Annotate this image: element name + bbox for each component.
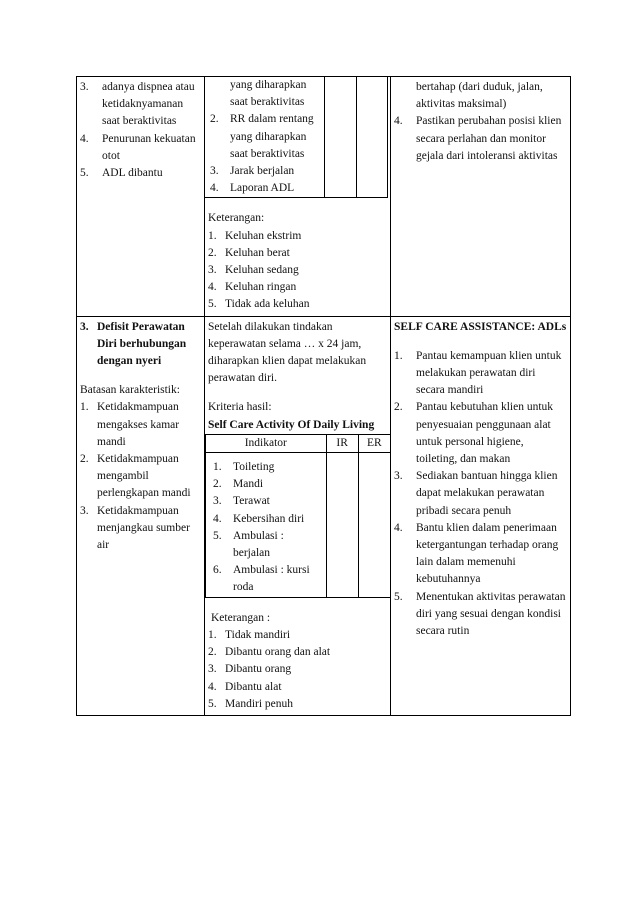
er-header: ER	[358, 434, 390, 452]
list-item: 1. Toileting	[213, 461, 275, 474]
list-item: 2. Ketidakmampuan mengambil perlengkapan mandi	[80, 453, 191, 500]
outcome-cell	[205, 316, 391, 715]
list-item: 3. adanya dispnea atau ketidaknyamanan saat beraktivitas	[80, 81, 195, 128]
kriteria-label: Kriteria hasil:	[208, 401, 272, 414]
ir-cell	[326, 453, 358, 598]
indicator-header-row	[206, 434, 391, 452]
nursing-care-plan-table	[76, 76, 571, 716]
list-item: 2. RR dalam rentang yang diharapkan saat beraktivitas	[210, 113, 314, 160]
list-item: 4. Keluhan ringan	[208, 281, 297, 294]
diagnosis-cell	[77, 316, 205, 715]
ir-cell	[325, 77, 356, 198]
keterangan-label: Keterangan :	[211, 611, 271, 624]
list-item: 2. Keluhan berat	[208, 246, 290, 259]
list-item: 3. Jarak berjalan	[210, 165, 295, 178]
batasan-list	[80, 399, 201, 554]
indicator-table	[204, 77, 388, 198]
list-item: 3. Ketidakmampuan menjangkau sumber air	[80, 504, 190, 552]
list-item: 1. Tidak mandiri	[208, 628, 291, 641]
keterangan-list	[208, 228, 387, 314]
list-item: 4. Pastikan perubahan posisi klien secara perlahan dan monitor gejala dari intoleransi aktivitas	[394, 115, 562, 162]
list-item: 2. Dibantu orang dan alat	[208, 646, 331, 659]
list-item: 1. Pantau kemampuan klien untuk melakukan perawatan diri secara mandiri	[394, 349, 562, 397]
list-item: 4. Dibantu alat	[208, 680, 282, 693]
list-item: 6. Ambulasi : kursi roda	[213, 564, 310, 594]
list-item: 5. Ambulasi : berjalan	[213, 529, 284, 560]
kriteria-title: Self Care Activity Of Daily Living	[208, 418, 375, 431]
intervention-title: SELF CARE ASSISTANCE: ADLs	[394, 320, 567, 333]
intervention-cell	[391, 316, 571, 715]
table-row	[77, 316, 571, 715]
list-item: 3. Sediakan bantuan hingga klien dapat melakukan perawatan pribadi secara penuh	[394, 470, 558, 517]
er-cell	[356, 77, 387, 198]
batasan-label: Batasan karakteristik:	[80, 384, 180, 397]
list-item: 4. Bantu klien dalam penerimaan ketergantungan terhadap orang lain dalam memenuhi kebutuhannya	[394, 521, 559, 586]
er-cell	[358, 453, 390, 598]
indicator-continued-text: yang diharapkan saat beraktivitas	[230, 79, 307, 109]
ir-header: IR	[326, 434, 358, 452]
list-item: 2. Pantau kebutuhan klien untuk penyesuaian penggunaan alat untuk personal higiene, toileting, dan makan	[394, 401, 554, 466]
list-item: 1. Ketidakmampuan mengakses kamar mandi	[80, 401, 180, 448]
list-item: 4. Penurunan kekuatan otot	[80, 132, 196, 162]
intervention-list	[394, 113, 567, 165]
indicator-list-cell	[205, 77, 325, 198]
diagnosis-title: 3. Defisit Perawatan Diri berhubungan dengan nyeri	[80, 320, 187, 368]
indicator-header: Indikator	[206, 434, 327, 452]
list-item: 3. Terawat	[213, 495, 270, 508]
keterangan-list	[208, 627, 387, 713]
list-item: 5. Tidak ada keluhan	[208, 298, 310, 311]
list-item: 2. Mandi	[213, 478, 264, 491]
list-item: 4. Laporan ADL	[210, 182, 295, 195]
list-item: 1. Keluhan ekstrim	[208, 229, 302, 242]
keterangan-label: Keterangan:	[208, 212, 265, 225]
list-item: 4. Kebersihan diri	[213, 512, 305, 525]
diagnosis-cell	[77, 77, 205, 317]
intervention-continued-text: bertahap (dari duduk, jalan, aktivitas maksimal)	[416, 81, 543, 111]
list-item: 5. Mandiri penuh	[208, 697, 294, 710]
indicator-list-cell	[206, 453, 327, 598]
diagnosis-characteristics-list	[80, 79, 201, 182]
indicator-table	[205, 434, 391, 598]
list-item: 3. Keluhan sedang	[208, 264, 299, 277]
intervention-cell	[391, 77, 571, 317]
list-item: 5. Menentukan aktivitas perawatan diri yang sesuai dengan kondisi secara rutin	[394, 590, 566, 638]
intervention-list	[394, 348, 567, 640]
list-item: 3. Dibantu orang	[208, 663, 292, 676]
goal-text: Setelah dilakukan tindakan keperawatan selama … x 24 jam, diharapkan klien dapat melakukan perawatan diri.	[208, 320, 367, 385]
table-row	[77, 77, 571, 317]
list-item: 5. ADL dibantu	[80, 167, 163, 180]
outcome-cell	[205, 77, 391, 317]
document-page	[76, 76, 570, 716]
